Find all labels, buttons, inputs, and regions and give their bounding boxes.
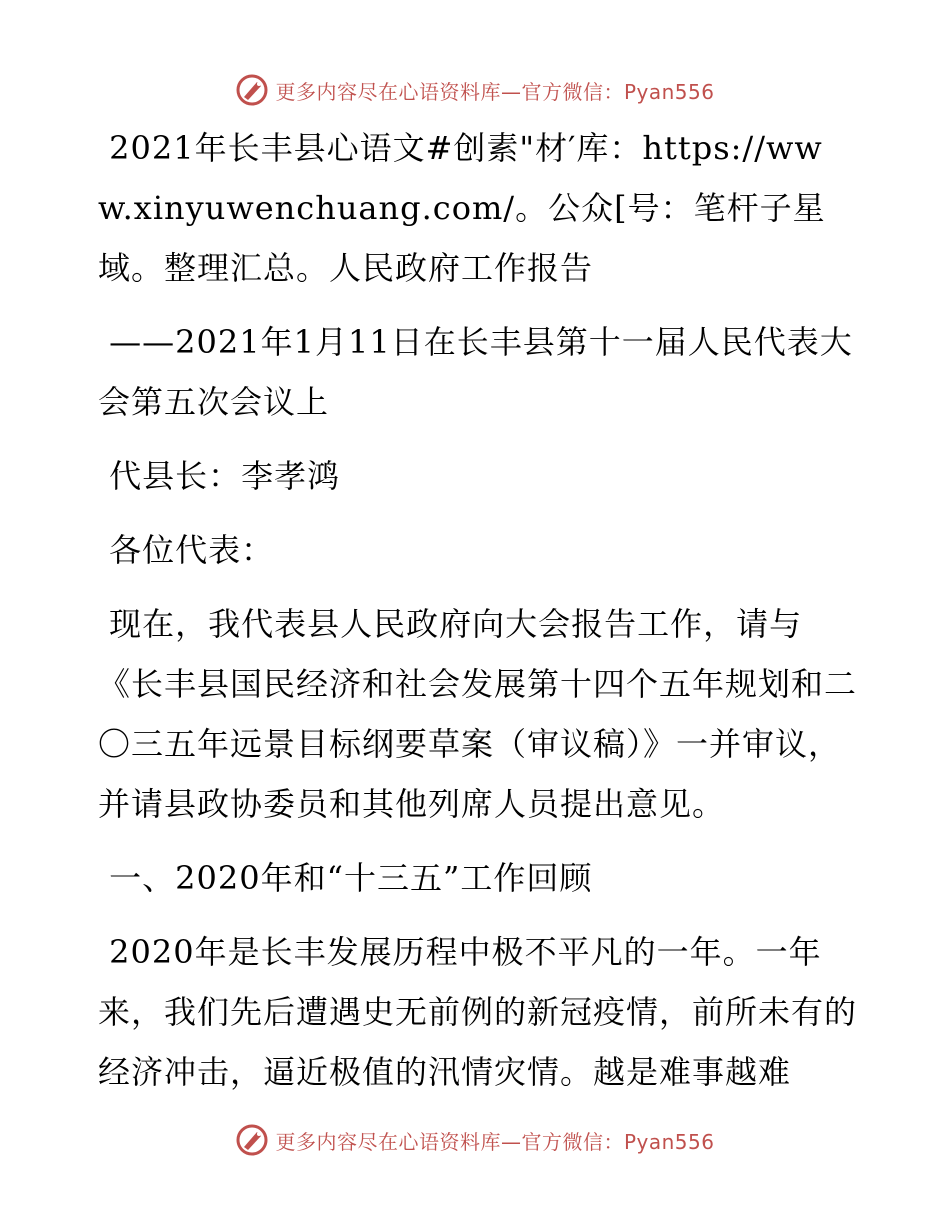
paragraph-meeting-date: ——2021年1月11日在长丰县第十一届人民代表大会第五次会议上 [98,323,853,421]
watermark-logo-icon [235,1123,269,1157]
document-body [98,118,858,1116]
footer-watermark [0,1120,950,1160]
section-heading-review: 一、2020年和“十三五”工作回顾 [98,859,593,897]
paragraph-speaker: 代县长：李孝鸿 [98,457,341,495]
paragraph-intro: 2021年长丰县心语文#创素"材′库：https://www.xinyuwenchuang.com/。公众[号：笔杆子星域。整理汇总。人民政府工作报告 [98,129,826,287]
watermark-text: 更多内容尽在心语资料库—官方微信：Pyan556 [275,79,715,104]
paragraph-2020-overview: 2020年是长丰发展历程中极不平凡的一年。一年来，我们先后遭遇史无前例的新冠疫情，前所未有的经济冲击，逼近极值的汛情灾情。越是难事越难 [98,933,858,1091]
header-watermark [0,70,950,110]
watermark-logo-icon [235,73,269,107]
paragraph-report-request: 现在，我代表县人民政府向大会报告工作，请与《长丰县国民经济和社会发展第十四个五年规划和二〇三五年远景目标纲要草案（审议稿）》一并审议，并请县政协委员和其他列席人员提出意见。 [98,605,858,823]
paragraph-salutation: 各位代表： [98,531,275,569]
watermark-text: 更多内容尽在心语资料库—官方微信：Pyan556 [275,1129,715,1154]
